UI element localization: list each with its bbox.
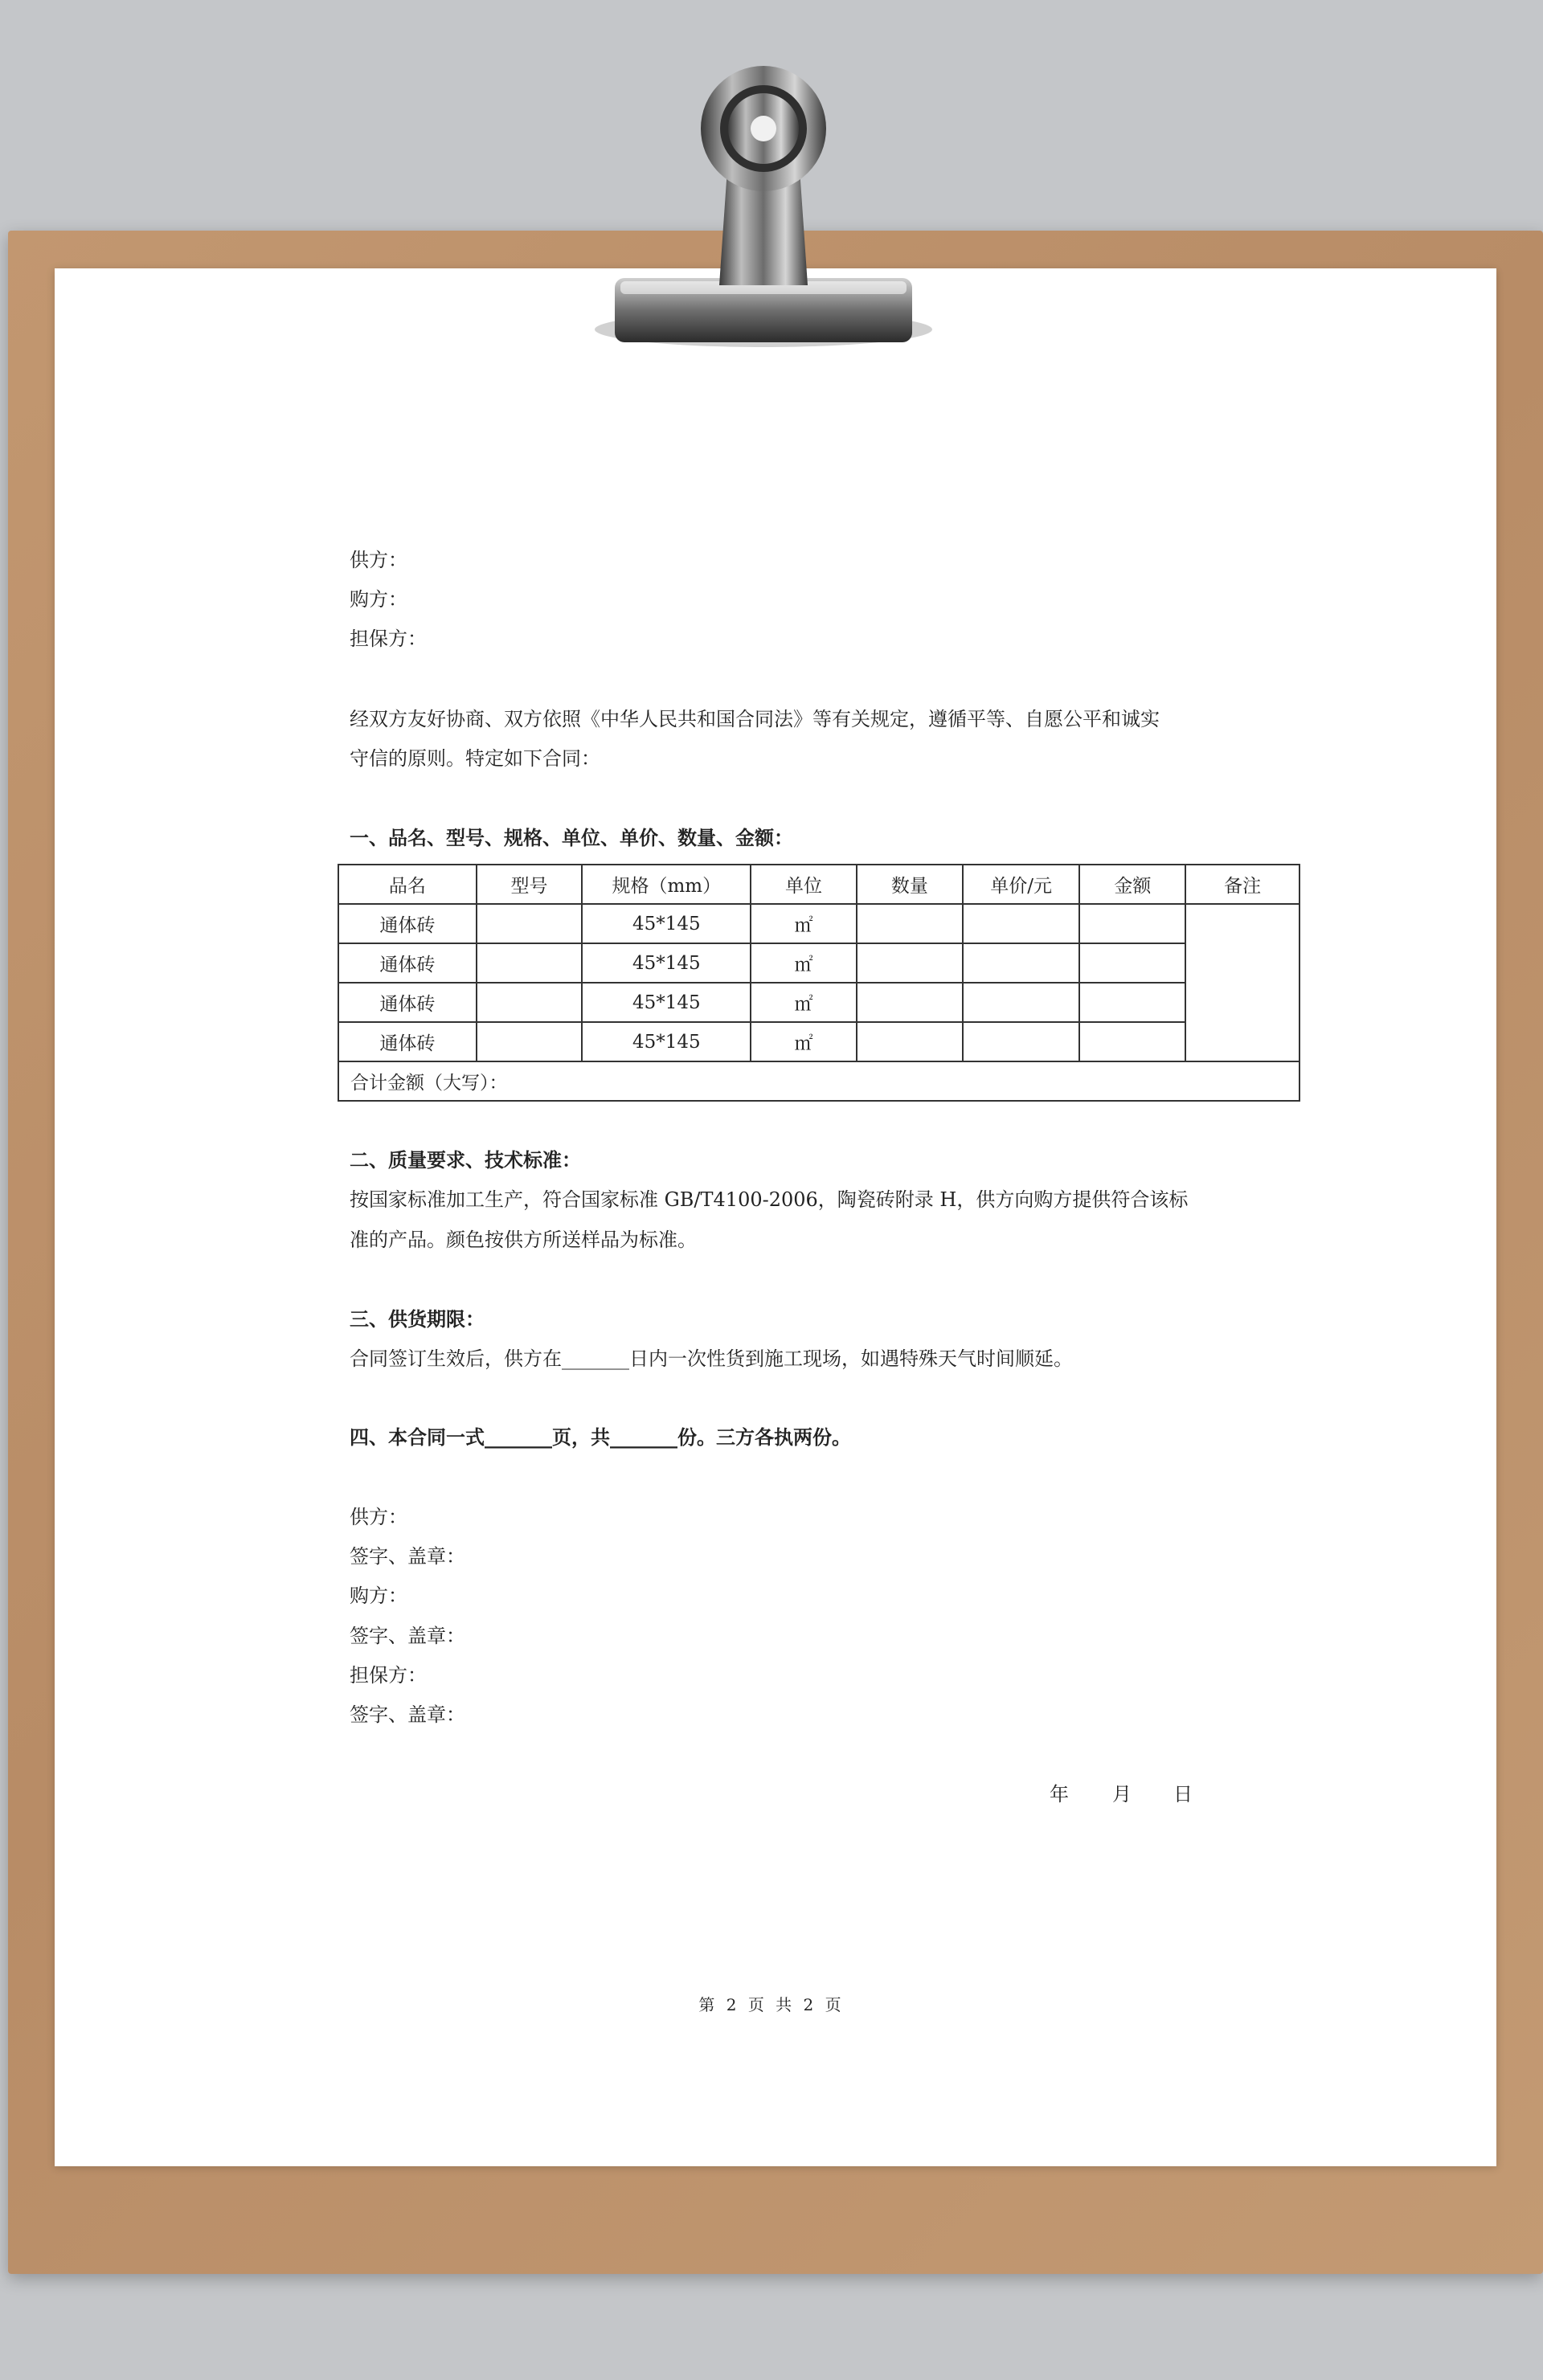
header-cell: 单价/元: [963, 865, 1080, 904]
cell-amount: [1079, 983, 1185, 1022]
section-4-title: 四、本合同一式_______页，共_______份。三方各执两份。: [350, 1425, 851, 1449]
header-cell: 型号: [477, 865, 583, 904]
cell-qty: [857, 943, 963, 983]
cell-price: [963, 904, 1080, 943]
cell-qty: [857, 904, 963, 943]
cell-spec: 45*145: [582, 983, 751, 1022]
table-total-row: [338, 1061, 1299, 1101]
sign-supplier: 供方：: [350, 1506, 407, 1528]
date-month: 月: [1112, 1783, 1132, 1805]
table-row: [338, 1022, 1299, 1061]
cell-unit: ㎡: [751, 943, 857, 983]
cell-unit: ㎡: [751, 983, 857, 1022]
binder-clip-icon: [579, 48, 948, 354]
cell-unit: ㎡: [751, 1022, 857, 1061]
cell-amount: [1079, 904, 1185, 943]
cell-remark: [1185, 904, 1299, 1061]
party-guarantor: 担保方：: [350, 628, 427, 650]
sign-buyer: 购方：: [350, 1585, 407, 1607]
intro-line-1: 经双方友好协商、双方依照《中华人民共和国合同法》等有关规定，遵循平等、自愿公平和诚实: [350, 708, 1160, 730]
table-row: [338, 904, 1299, 943]
header-cell: 数量: [857, 865, 963, 904]
header-cell: 规格（mm）: [582, 865, 751, 904]
table-row: [338, 983, 1299, 1022]
party-buyer: 购方：: [350, 588, 407, 611]
header-cell: 备注: [1185, 865, 1299, 904]
cell-name: 通体砖: [338, 943, 477, 983]
cell-model: [477, 1022, 583, 1061]
cell-name: 通体砖: [338, 983, 477, 1022]
cell-spec: 45*145: [582, 904, 751, 943]
product-table: [338, 864, 1300, 1102]
cell-qty: [857, 983, 963, 1022]
cell-qty: [857, 1022, 963, 1061]
cell-price: [963, 983, 1080, 1022]
sign-guarantor-seal: 签字、盖章：: [350, 1703, 465, 1726]
sign-buyer-seal: 签字、盖章：: [350, 1625, 465, 1647]
cell-model: [477, 983, 583, 1022]
contract-page: [55, 268, 1496, 2166]
header-cell: 单位: [751, 865, 857, 904]
sign-guarantor: 担保方：: [350, 1664, 427, 1687]
section-2-line-2: 准的产品。颜色按供方所送样品为标准。: [350, 1229, 697, 1251]
cell-model: [477, 904, 583, 943]
page-number: 第 2 页 共 2 页: [698, 1995, 845, 2014]
cell-name: 通体砖: [338, 904, 477, 943]
date-year: 年: [1050, 1783, 1069, 1805]
cell-amount: [1079, 943, 1185, 983]
cell-name: 通体砖: [338, 1022, 477, 1061]
cell-unit: ㎡: [751, 904, 857, 943]
total-amount-label: 合计金额（大写）：: [338, 1061, 1299, 1101]
cell-model: [477, 943, 583, 983]
date-day: 日: [1173, 1783, 1193, 1805]
party-supplier: 供方：: [350, 549, 407, 571]
section-2-line-1: 按国家标准加工生产，符合国家标准 GB/T4100-2006，陶瓷砖附录 H，供方向购方提供符合该标: [350, 1188, 1189, 1211]
cell-amount: [1079, 1022, 1185, 1061]
table-header-row: [338, 865, 1299, 904]
sign-supplier-seal: 签字、盖章：: [350, 1545, 465, 1568]
cell-price: [963, 943, 1080, 983]
cell-spec: 45*145: [582, 943, 751, 983]
section-3-title: 三、供货期限：: [350, 1307, 485, 1331]
intro-line-2: 守信的原则。特定如下合同：: [350, 747, 600, 770]
section-2-title: 二、质量要求、技术标准：: [350, 1148, 581, 1172]
section-1-title: 一、品名、型号、规格、单位、单价、数量、金额：: [350, 826, 793, 849]
section-3-line-1: 合同签订生效后，供方在_______日内一次性货到施工现场，如遇特殊天气时间顺延。: [350, 1347, 1073, 1370]
cell-spec: 45*145: [582, 1022, 751, 1061]
table-row: [338, 943, 1299, 983]
header-cell: 品名: [338, 865, 477, 904]
header-cell: 金额: [1079, 865, 1185, 904]
cell-price: [963, 1022, 1080, 1061]
